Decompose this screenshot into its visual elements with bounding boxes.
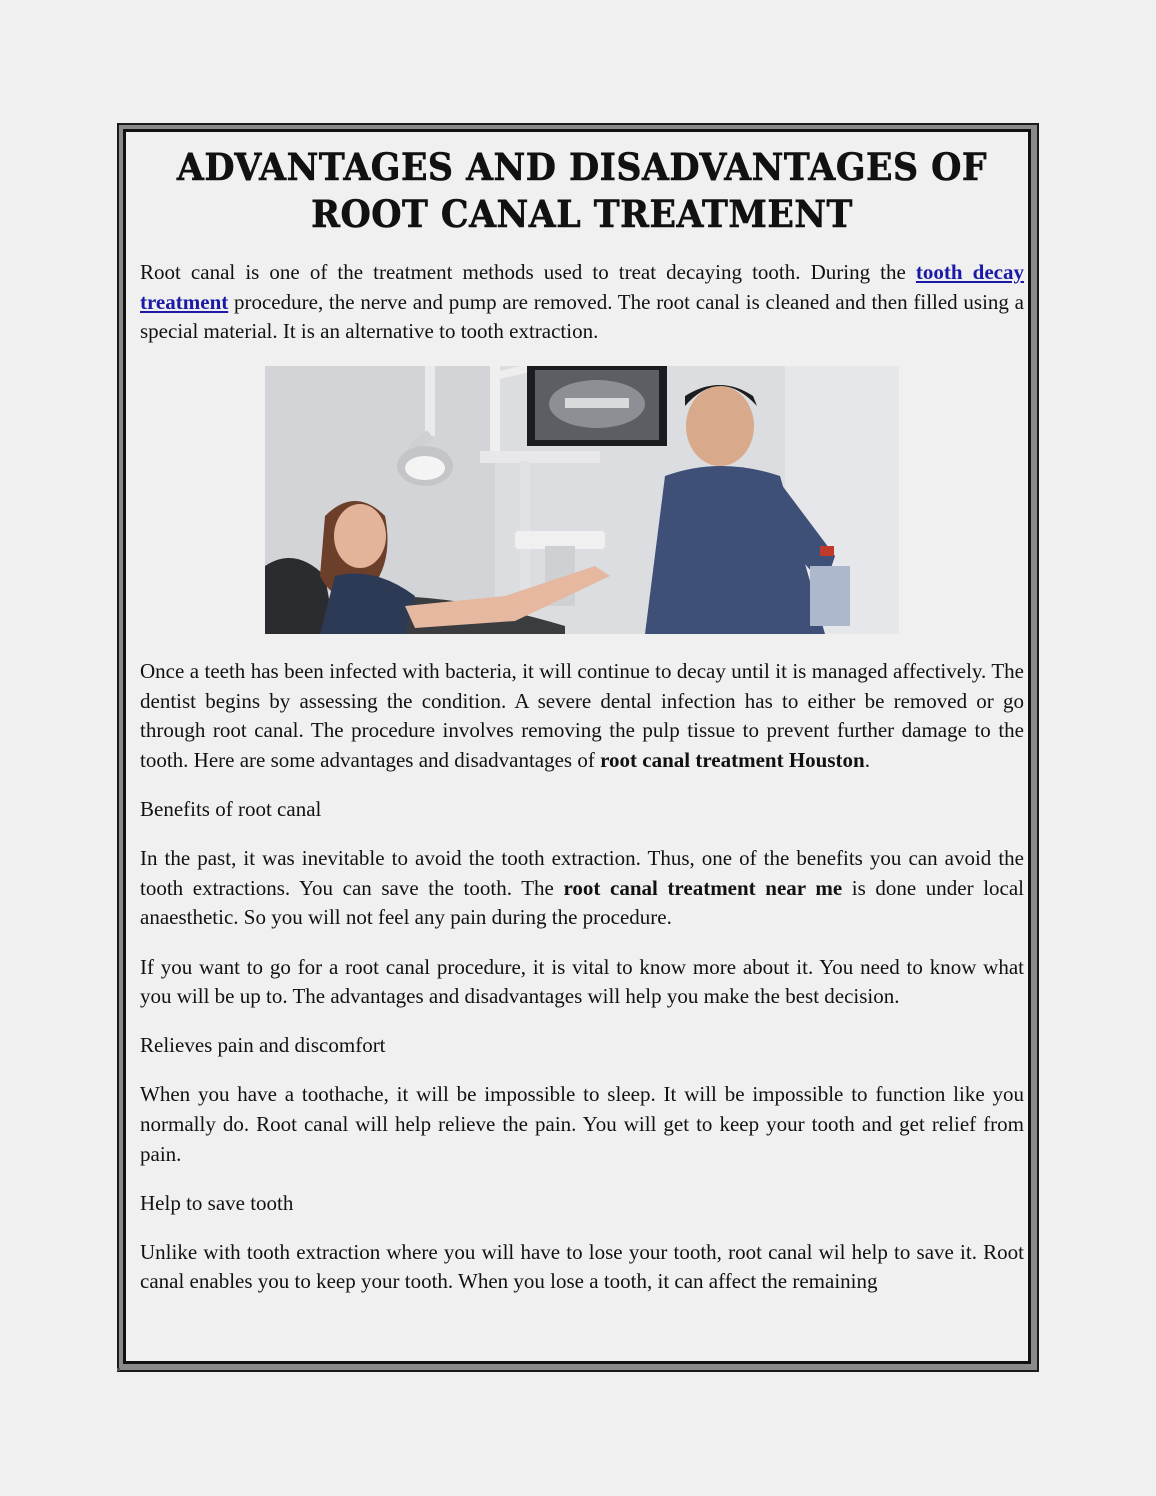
article-body [140, 144, 1024, 1316]
relieves-heading: Relieves pain and discomfort [140, 1033, 386, 1058]
benefits-paragraph [140, 844, 1024, 933]
relieves-paragraph: When you have a toothache, it will be impossible to sleep. It will be impossible to function like you normally do. Root canal will help relieve the pain. You will get to keep your tooth and get relief from pain. [140, 1082, 1024, 1166]
benefits-text-end: is done under local anaesthetic. So you will not feel any pain during the procedure. [140, 875, 1025, 930]
page-border-frame [117, 123, 1039, 1372]
article-title: ADVANTAGES AND DISADVANTAGES OF ROOT CANAL TREATMENT [176, 145, 988, 236]
save-tooth-heading: Help to save tooth [140, 1190, 294, 1215]
tooth-decay-treatment-link[interactable]: tooth decay treatment [140, 260, 1024, 314]
root-canal-houston-keyword: root canal treatment Houston [600, 748, 865, 773]
infection-text-end: . [864, 748, 870, 773]
infection-paragraph [140, 657, 1024, 775]
intro-text-end: procedure, the nerve and pump are removed. The root canal is cleaned and then filled using a special material. It is an alternative to tooth extraction. [140, 289, 1024, 344]
dentist-patient-photo [265, 366, 899, 634]
infection-text: Once a teeth has been infected with bacteria, it will continue to decay until it is managed affectively. The dentist begins by assessing the condition. A severe dental infection has to either be removed or go through root canal. The procedure involves removing the pulp tissue to prevent further damage to the tooth. Here are some advantages and disadvantages of [140, 659, 1024, 773]
root-canal-near-me-keyword: root canal treatment near me [563, 875, 843, 900]
benefits-heading: Benefits of root canal [140, 797, 322, 822]
page-corner-mark [117, 1368, 120, 1371]
content-frame [123, 129, 1031, 1364]
intro-paragraph [140, 258, 1024, 347]
know-more-paragraph: If you want to go for a root canal procedure, it is vital to know more about it. You need to know what you will be up to. The advantages and disadvantages will help you make the best decision. [140, 954, 1024, 1009]
intro-text-start: Root canal is one of the treatment methods used to treat decaying tooth. During the [140, 260, 916, 284]
save-tooth-paragraph: Unlike with tooth extraction where you will have to lose your tooth, root canal wil help to save it. Root canal enables you to keep your tooth. When you lose a tooth, it can affect the remaining [140, 1239, 1024, 1294]
benefits-text: In the past, it was inevitable to avoid the tooth extraction. Thus, one of the benefits you can avoid the tooth extractions. You can save the tooth. The [140, 846, 1024, 900]
